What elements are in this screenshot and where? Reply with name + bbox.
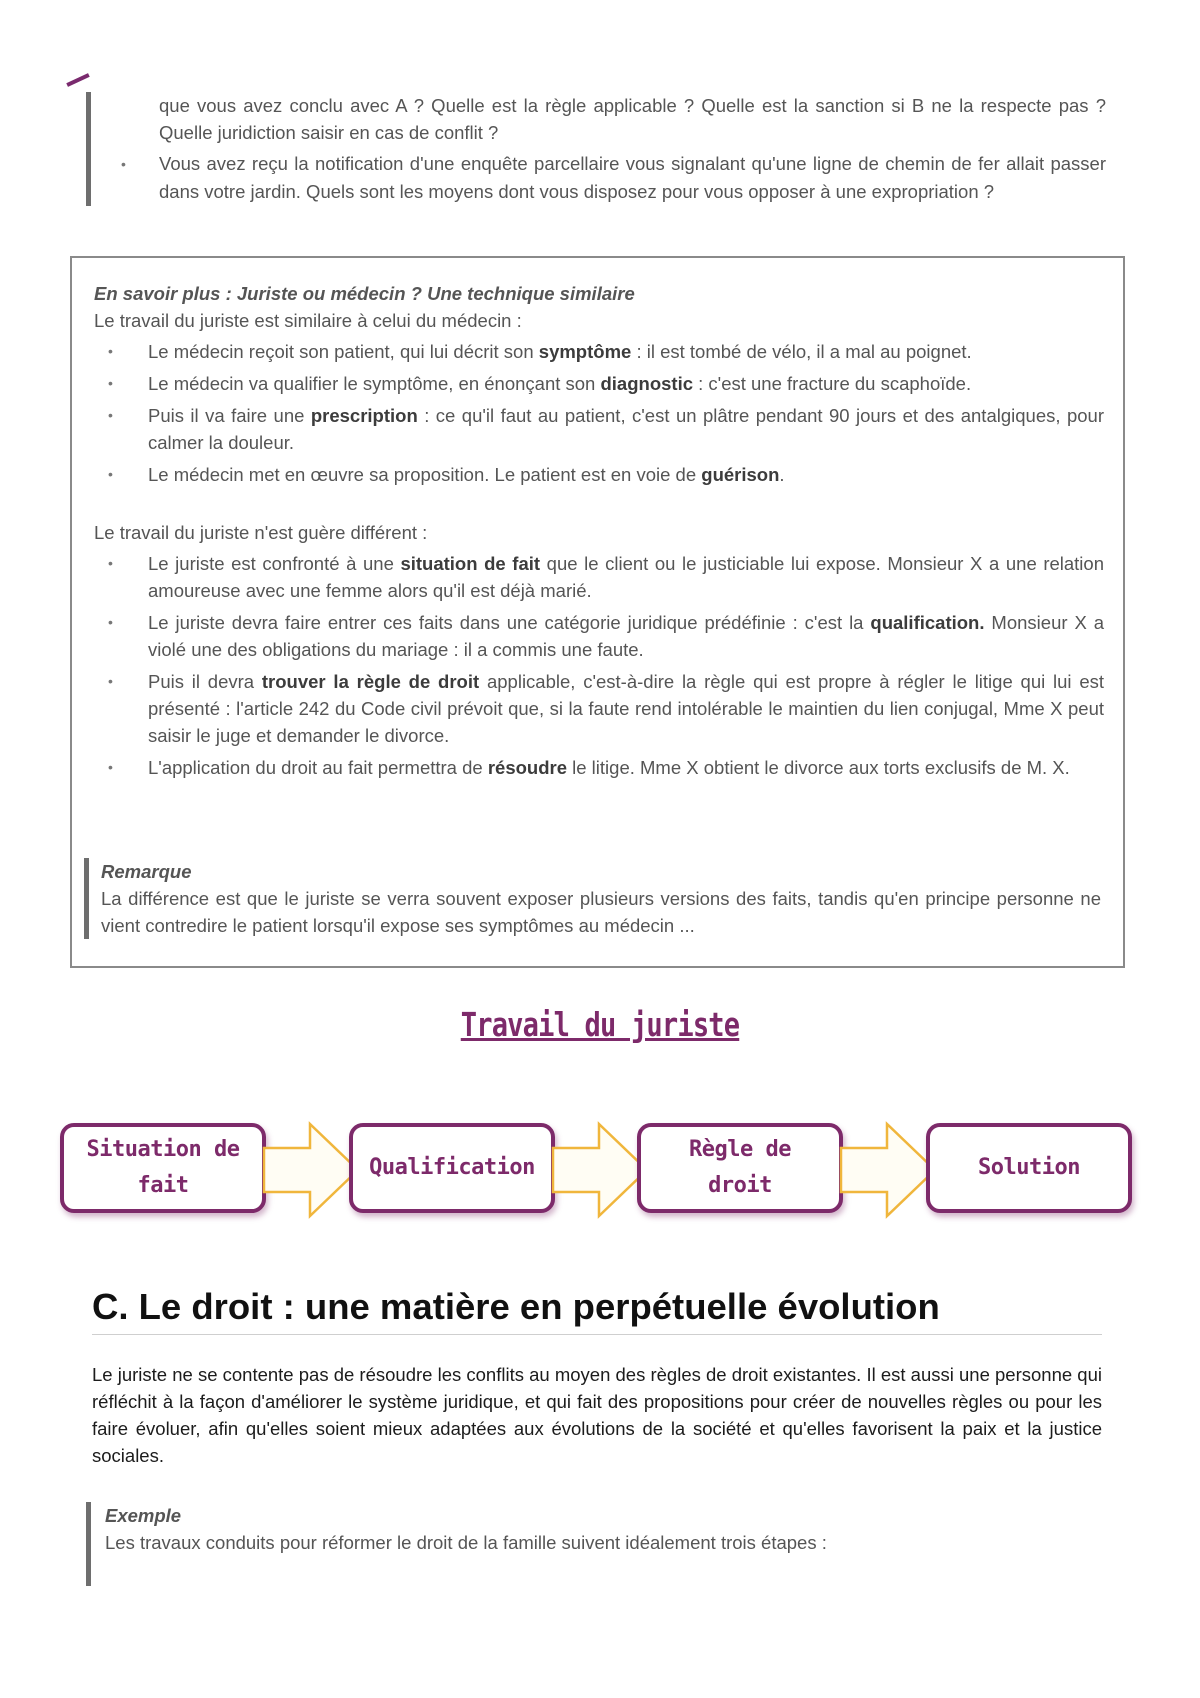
box-intro-juriste: Le travail du juriste n'est guère différent :	[94, 522, 428, 543]
continued-text: que vous avez conclu avec A ? Quelle est la règle applicable ? Quelle est la sanction si B ne la respecte pas ? Quelle juridiction saisir en cas de conflit ?	[159, 95, 1106, 143]
list-item	[91, 150, 1106, 206]
bullet-icon: •	[108, 614, 113, 630]
bullet-icon: •	[121, 156, 126, 172]
list-item	[94, 402, 1104, 456]
list-item-text: Le médecin met en œuvre sa proposition. Le patient est en voie de	[148, 464, 702, 485]
list-item	[94, 338, 1104, 365]
key-term: prescription	[310, 405, 418, 426]
box-content	[94, 280, 1104, 786]
box-title: En savoir plus : Juriste ou médecin ? Une technique similaire	[94, 283, 635, 304]
list-item-text: Le juriste devra faire entrer ces faits dans une catégorie juridique prédéfinie : c'est la	[148, 612, 871, 633]
remark-text: La différence est que le juriste se verra souvent exposer plusieurs versions des faits, tandis qu'en principe personne ne vient contredire le patient lorsqu'il expose ses symptômes au médecin ...	[101, 888, 1101, 936]
list-item-text: Puis il va faire une	[148, 405, 311, 426]
list-item-text: Vous avez reçu la notification d'une enquête parcellaire vous signalant qu'une ligne de chemin de fer allait passer dans votre jardin. Quels sont les moyens dont vous disposez pour vous opposer à une expropriation ?	[159, 153, 1106, 202]
key-term: symptôme	[538, 341, 632, 362]
arrow-right-icon	[839, 1120, 939, 1220]
remark-block	[84, 858, 1101, 939]
step-label: Solution	[978, 1155, 1080, 1180]
corner-mark	[66, 73, 89, 87]
step-regle-de-droit	[637, 1123, 843, 1213]
list-item	[94, 754, 1104, 781]
list-item	[94, 668, 1104, 749]
arrow-right-icon	[551, 1120, 651, 1220]
step-label: Règle de droit	[689, 1137, 791, 1198]
step-situation-de-fait	[60, 1123, 266, 1213]
list-item-text: le litige. Mme X obtient le divorce aux torts exclusifs de M. X.	[567, 757, 1070, 778]
process-diagram	[0, 1120, 1200, 1230]
top-list	[91, 150, 1106, 206]
medecin-list	[94, 338, 1104, 488]
bullet-icon: •	[108, 555, 113, 571]
box-intro-medecin: Le travail du juriste est similaire à celui du médecin :	[94, 310, 522, 331]
key-term: résoudre	[487, 757, 567, 778]
key-term: diagnostic	[600, 373, 693, 394]
list-item	[94, 609, 1104, 663]
list-item-text: Le juriste est confronté à une	[148, 553, 401, 574]
list-item	[94, 370, 1104, 397]
en-savoir-plus-box	[70, 256, 1125, 968]
example-block	[86, 1502, 1101, 1586]
list-item-text: .	[779, 464, 785, 485]
bullet-icon: •	[108, 343, 113, 359]
list-item-text: applicable, c'est-à-dire la règle qui est propre à régler le litige qui lui est présenté : l'article 242 du Code civil prévoit que, si la faute rend intolérable le maintien du lien conjugal, Mme X peut saisir le juge et demander le divorce.	[148, 671, 1105, 746]
section-c-paragraph: Le juriste ne se contente pas de résoudre les conflits au moyen des règles de droit existantes. Il est aussi une personne qui réfléchit à la façon d'améliorer le système juridique, et qui fait des propositions pour créer de nouvelles règles ou pour les faire évoluer, afin qu'elles soient mieux adaptées aux évolutions de la société et qu'elles favorisent la paix et la justice sociales.	[92, 1364, 1102, 1466]
key-term: guérison	[701, 464, 780, 485]
list-item-text: Monsieur X a violé une des obligations du mariage : il a commis une faute.	[148, 612, 1104, 660]
step-label-line1: Situation de	[86, 1137, 240, 1162]
example-title: Exemple	[105, 1505, 182, 1526]
key-term: trouver la règle de droit	[261, 671, 480, 692]
example-text: Les travaux conduits pour réformer le droit de la famille suivent idéalement trois étapes :	[105, 1532, 827, 1553]
diagram-title: Travail du juriste	[460, 1005, 740, 1044]
list-item-text: Puis il devra	[148, 671, 262, 692]
step-qualification	[349, 1123, 555, 1213]
juriste-list	[94, 550, 1104, 781]
remark-title: Remarque	[101, 861, 192, 882]
bullet-icon: •	[108, 673, 113, 689]
list-item-text: Le médecin reçoit son patient, qui lui décrit son	[148, 341, 539, 362]
list-item-text: : c'est une fracture du scaphoïde.	[693, 373, 972, 394]
arrow-right-icon	[262, 1120, 362, 1220]
bullet-icon: •	[108, 407, 113, 423]
list-item-text: que le client ou le justiciable lui expose. Monsieur X a une relation amoureuse avec une femme alors qu'il est déjà marié.	[148, 553, 1104, 601]
bullet-icon: •	[108, 375, 113, 391]
list-item-text: L'application du droit au fait permettra de	[148, 757, 488, 778]
list-item-text: : il est tombé de vélo, il a mal au poignet.	[631, 341, 972, 362]
top-quote-block	[86, 92, 1106, 206]
bullet-icon: •	[108, 759, 113, 775]
list-item-text: : ce qu'il faut au patient, c'est un plâtre pendant 90 jours et des antalgiques, pour calmer la douleur.	[148, 405, 1104, 453]
bullet-icon: •	[108, 466, 113, 482]
step-solution	[926, 1123, 1132, 1213]
key-term: qualification.	[870, 612, 985, 633]
list-item	[94, 550, 1104, 604]
key-term: situation de fait	[400, 553, 541, 574]
step-label-line2: fait	[137, 1173, 189, 1198]
section-c-heading: C. Le droit : une matière en perpétuelle évolution	[92, 1286, 1102, 1335]
step-label: Qualification	[369, 1155, 535, 1180]
list-item-text: Le médecin va qualifier le symptôme, en énonçant son	[148, 373, 601, 394]
list-item	[94, 461, 1104, 488]
